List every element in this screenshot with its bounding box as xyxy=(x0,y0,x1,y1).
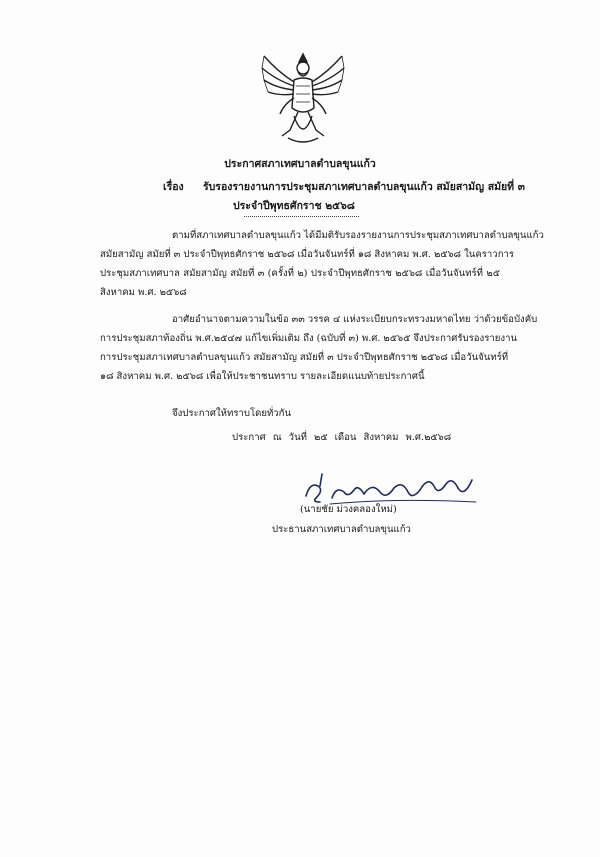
announcement-title: ประกาศสภาเทศบาลตำบลขุนแก้ว xyxy=(224,158,376,170)
dotted-divider xyxy=(244,215,359,217)
paragraph-line: การประชุมสภาเทศบาลตำบลขุนแก้ว สมัยสามัญ สมัยที่ ๓ ประจำปีพุทธศักราช ๒๕๖๘ เมื่อวันจันทร์ที่ xyxy=(100,352,509,363)
paragraph-line: สมัยสามัญ สมัยที่ ๓ ประจำปีพุทธศักราช ๒๕๖๘ เมื่อวันจันทร์ที่ ๑๘ สิงหาคม พ.ศ. ๒๕๖๘ ในคราวการ xyxy=(100,249,515,260)
closing-statement: จึงประกาศให้ทราบโดยทั่วกัน xyxy=(172,408,292,419)
signer-name: (นายชัย ม่วงคลองใหม่) xyxy=(300,504,397,515)
paragraph-line: ประชุมสภาเทศบาล สมัยสามัญ สมัยที่ ๓ (ครั้งที่ ๒) ประจำปีพุทธศักราช ๒๕๖๘ เมื่อวันจันทร์ที่ ๒๕ xyxy=(100,268,500,279)
paragraph-line: อาศัยอำนาจตามความในข้อ ๓๓ วรรค ๔ แห่งระเบียบกระทรวงมหาดไทย ว่าด้วยข้อบังคับ xyxy=(172,314,538,325)
signer-position: ประธานสภาเทศบาลตำบลขุนแก้ว xyxy=(272,524,411,535)
paragraph-line: ตามที่สภาเทศบาลตำบลขุนแก้ว ได้มีมติรับรองรายงานการประชุมสภาเทศบาลตำบลขุนแก้ว xyxy=(172,230,544,241)
subject-line-2: ประจำปีพุทธศักราช ๒๕๖๘ xyxy=(233,200,355,212)
announcement-date: ประกาศ ณ วันที่ ๒๕ เดือน สิงหาคม พ.ศ.๒๕๖๘ xyxy=(232,432,452,443)
paragraph-line: สิงหาคม พ.ศ. ๒๕๖๘ xyxy=(100,287,187,298)
paragraph-line: ๑๘ สิงหาคม พ.ศ. ๒๕๖๘ เพื่อให้ประชาชนทราบ รายละเอียดแนบท้ายประกาศนี้ xyxy=(100,371,425,382)
paragraph-line: การประชุมสภาท้องถิ่น พ.ศ.๒๕๔๗ แก้ไขเพิ่มเติม ถึง (ฉบับที่ ๓) พ.ศ. ๒๕๖๕ จึงประกาศรับรองรายงาน xyxy=(100,333,518,344)
subject-label: เรื่อง xyxy=(163,181,184,193)
garuda-emblem-icon xyxy=(258,50,348,146)
paragraph-2 xyxy=(100,310,538,386)
subject-text: รับรองรายงานการประชุมสภาเทศบาลตำบลขุนแก้ว สมัยสามัญ สมัยที่ ๓ xyxy=(203,181,525,193)
paragraph-1 xyxy=(100,226,544,302)
subject-line xyxy=(163,178,525,195)
